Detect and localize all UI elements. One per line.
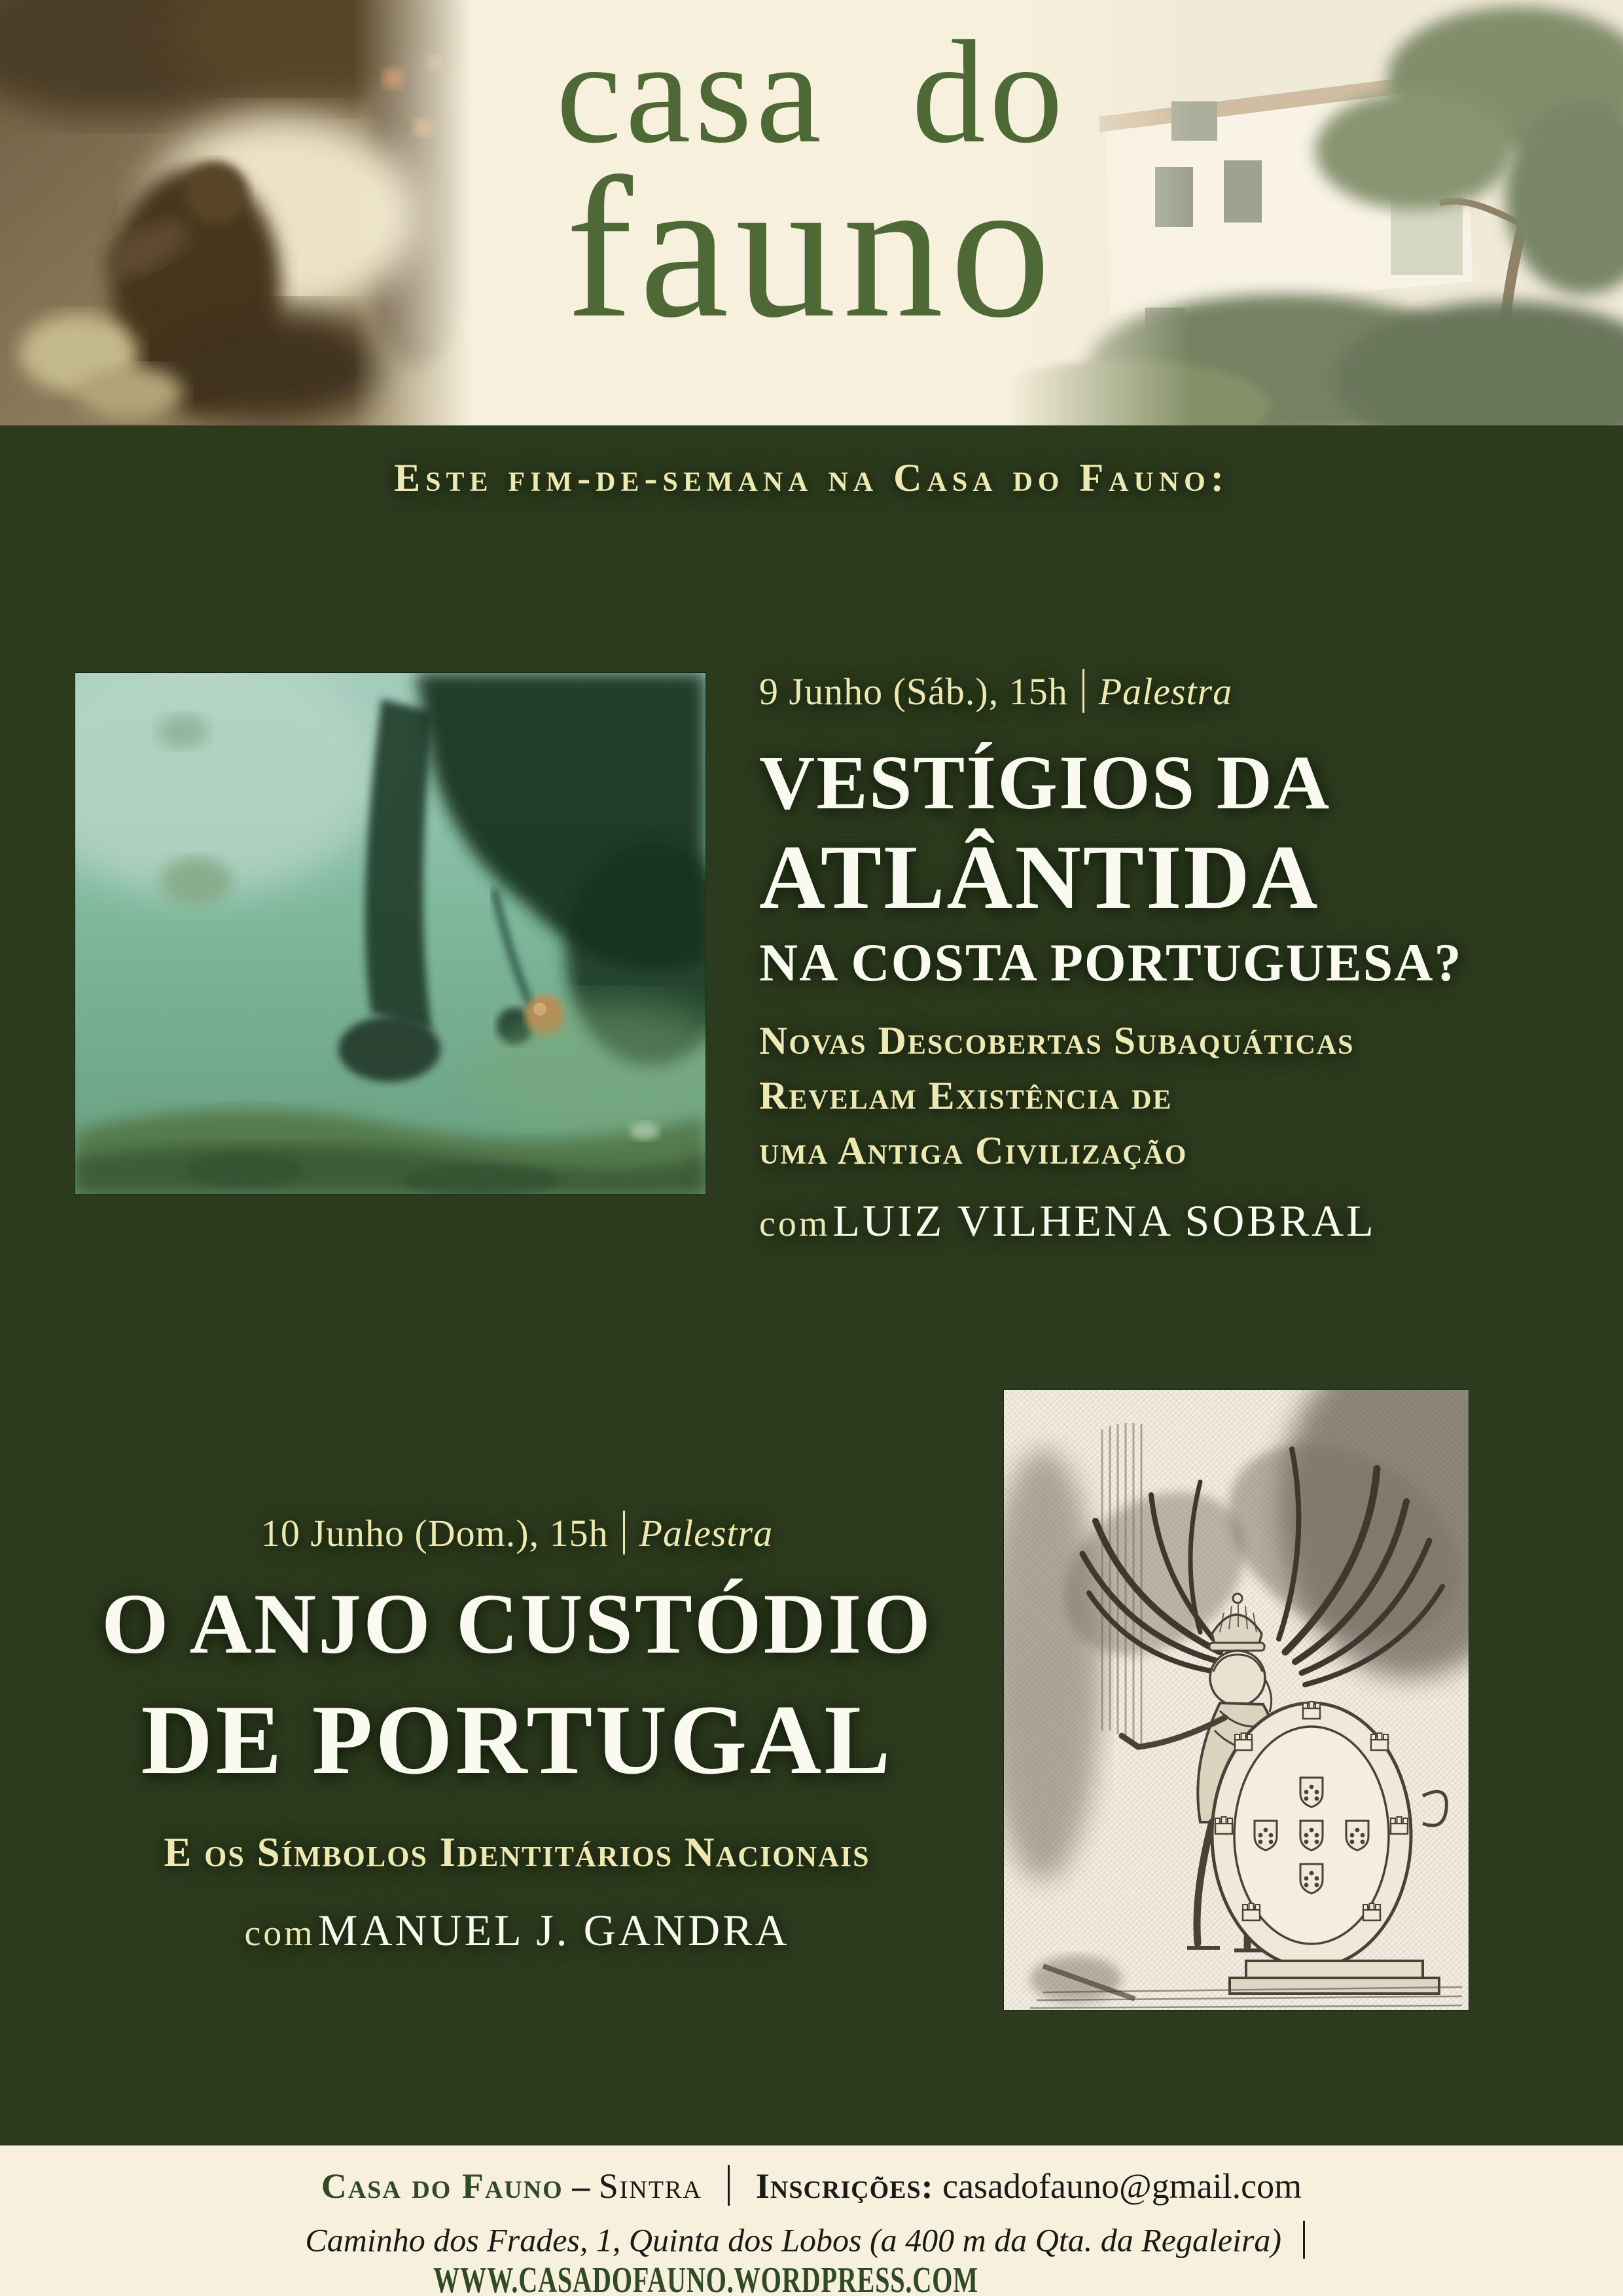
casa-do-fauno-logo <box>0 10 1623 359</box>
separator-bar <box>1082 669 1084 713</box>
event-1-title-line-1: VESTÍGIOS DA <box>759 739 1331 825</box>
event-1-type: Palestra <box>1098 670 1233 713</box>
separator-bar <box>728 2165 730 2206</box>
footer-contact-line <box>0 2165 1623 2206</box>
event-2-type: Palestra <box>639 1511 774 1554</box>
event-2-dateline <box>46 1511 988 1555</box>
event-1 <box>759 669 1603 1247</box>
event-2-date: 10 Junho (Dom.), 15h <box>260 1511 609 1554</box>
weekend-banner-text: Este fim-de-semana na Casa do Fauno: <box>394 456 1229 499</box>
event-2-title-line-2: DE PORTUGAL <box>141 1684 893 1795</box>
underwater-diver-photo <box>75 673 705 1194</box>
event-1-subtitle-line-3: uma Antiga Civilização <box>759 1128 1188 1172</box>
event-1-date: 9 Junho (Sáb.), 15h <box>759 670 1068 713</box>
header-band <box>0 0 1623 425</box>
guardian-angel-engraving <box>1004 1390 1469 2010</box>
event-1-with-label: com <box>759 1203 830 1244</box>
event-2-subtitle: E os Símbolos Identitários Nacionais <box>164 1829 870 1875</box>
footer-address: Caminho dos Frades, 1, Quinta dos Lobos (a 400 m da Qta. da Regaleira) <box>305 2221 1282 2259</box>
event-1-title-line-3: NA COSTA PORTUGUESA? <box>759 932 1463 992</box>
event-1-speaker-line <box>759 1195 1603 1247</box>
event-2-speaker-line <box>46 1905 988 1956</box>
separator-bar <box>1303 2221 1305 2259</box>
event-1-subtitle-line-2: Revelam Existência de <box>759 1073 1173 1117</box>
footer-city: Sintra <box>598 2166 702 2206</box>
event-1-dateline <box>759 669 1603 713</box>
footer-venue: Casa do Fauno <box>321 2166 563 2206</box>
event-1-title-line-2: ATLÂNTIDA <box>759 826 1320 928</box>
footer-website: WWW.CASADOFAUNO.WORDPRESS.COM <box>433 2259 978 2296</box>
footer-inscriptions-label: Inscrições: <box>755 2166 934 2206</box>
footer-email: casadofauno@gmail.com <box>942 2166 1302 2206</box>
logo-line-2: fauno <box>565 136 1058 359</box>
event-2-with-label: com <box>244 1912 315 1954</box>
event-1-speaker: LUIZ VILHENA SOBRAL <box>832 1195 1376 1246</box>
event-1-subtitle <box>759 1013 1603 1178</box>
main-green-area <box>0 425 1623 2145</box>
event-1-subtitle-line-1: Novas Descobertas Subaquáticas <box>759 1018 1355 1062</box>
event-2-title-line-1: O ANJO CUSTÓDIO <box>101 1575 933 1672</box>
footer-address-line <box>0 2221 1623 2296</box>
event-2-speaker: MANUEL J. GANDRA <box>317 1905 790 1955</box>
event-2 <box>46 1511 988 1956</box>
footer-band <box>0 2145 1623 2296</box>
footer-dash: – <box>572 2166 590 2206</box>
separator-bar <box>623 1511 625 1554</box>
logo-line-1: casa do <box>556 10 1067 173</box>
